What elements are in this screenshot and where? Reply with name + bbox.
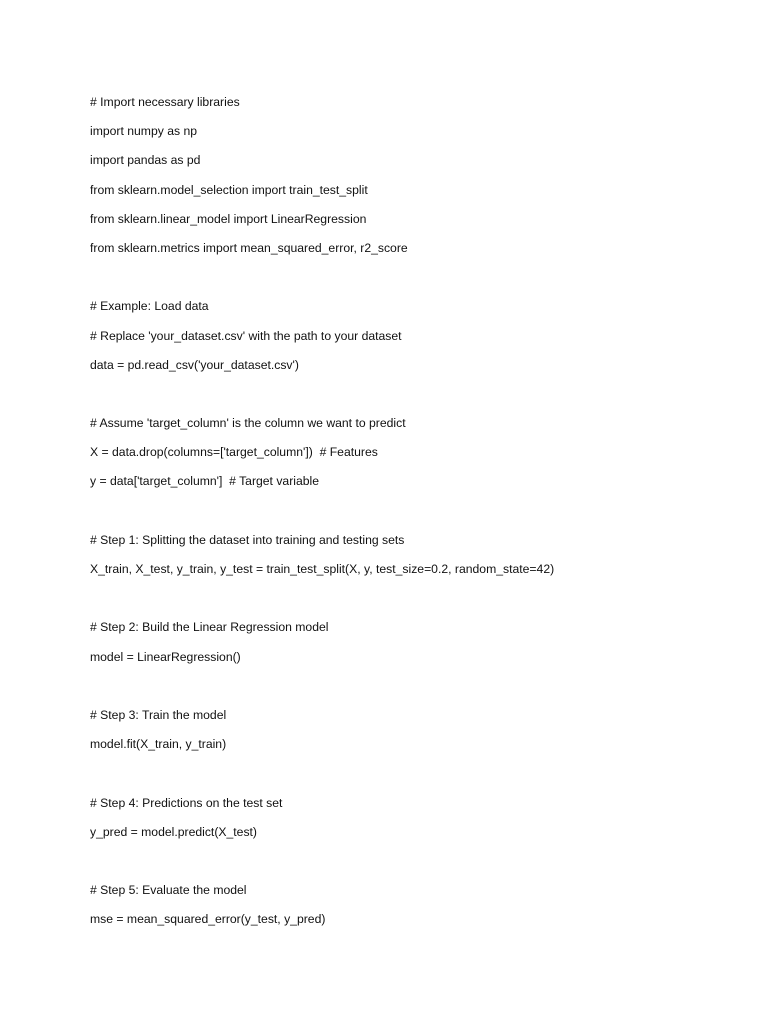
target-line: y = data['target_column'] # Target variable bbox=[90, 474, 320, 489]
import-pandas-line: import pandas as pd bbox=[90, 153, 201, 168]
blank-line bbox=[90, 501, 730, 530]
mse-line: mse = mean_squared_error(y_test, y_pred) bbox=[90, 912, 326, 927]
comment-replace-dataset: # Replace 'your_dataset.csv' with the path to your dataset bbox=[90, 328, 402, 343]
model-fit-line: model.fit(X_train, y_train) bbox=[90, 737, 227, 752]
blank-line bbox=[90, 676, 730, 705]
train-test-split-line: X_train, X_test, y_train, y_test = train_test_split(X, y, test_size=0.2, random_state=42) bbox=[90, 562, 555, 576]
features-line: X = data.drop(columns=['target_column']) # Features bbox=[90, 445, 378, 460]
read-csv-line: data = pd.read_csv('your_dataset.csv') bbox=[90, 357, 299, 372]
model-init-line: model = LinearRegression() bbox=[90, 649, 241, 664]
blank-line bbox=[90, 267, 730, 296]
comment-step-1: # Step 1: Splitting the dataset into training and testing sets bbox=[90, 532, 405, 547]
comment-step-3: # Step 3: Train the model bbox=[90, 707, 227, 722]
import-train-test-split-line: from sklearn.model_selection import train_test_split bbox=[90, 182, 368, 197]
code-text-block bbox=[90, 92, 730, 938]
comment-import-libraries: # Import necessary libraries bbox=[90, 95, 240, 109]
import-linear-regression-line: from sklearn.linear_model import LinearRegression bbox=[90, 211, 367, 226]
comment-step-4: # Step 4: Predictions on the test set bbox=[90, 795, 283, 810]
blank-line bbox=[90, 588, 730, 617]
blank-line bbox=[90, 384, 730, 413]
import-numpy-line: import numpy as np bbox=[90, 124, 198, 139]
comment-load-data: # Example: Load data bbox=[90, 299, 209, 314]
comment-step-5: # Step 5: Evaluate the model bbox=[90, 883, 247, 898]
blank-line bbox=[90, 851, 730, 880]
import-metrics-line: from sklearn.metrics import mean_squared_error, r2_score bbox=[90, 240, 408, 255]
blank-line bbox=[90, 763, 730, 792]
comment-target-column: # Assume 'target_column' is the column we want to predict bbox=[90, 416, 406, 431]
predict-line: y_pred = model.predict(X_test) bbox=[90, 824, 257, 839]
comment-step-2: # Step 2: Build the Linear Regression model bbox=[90, 620, 329, 635]
